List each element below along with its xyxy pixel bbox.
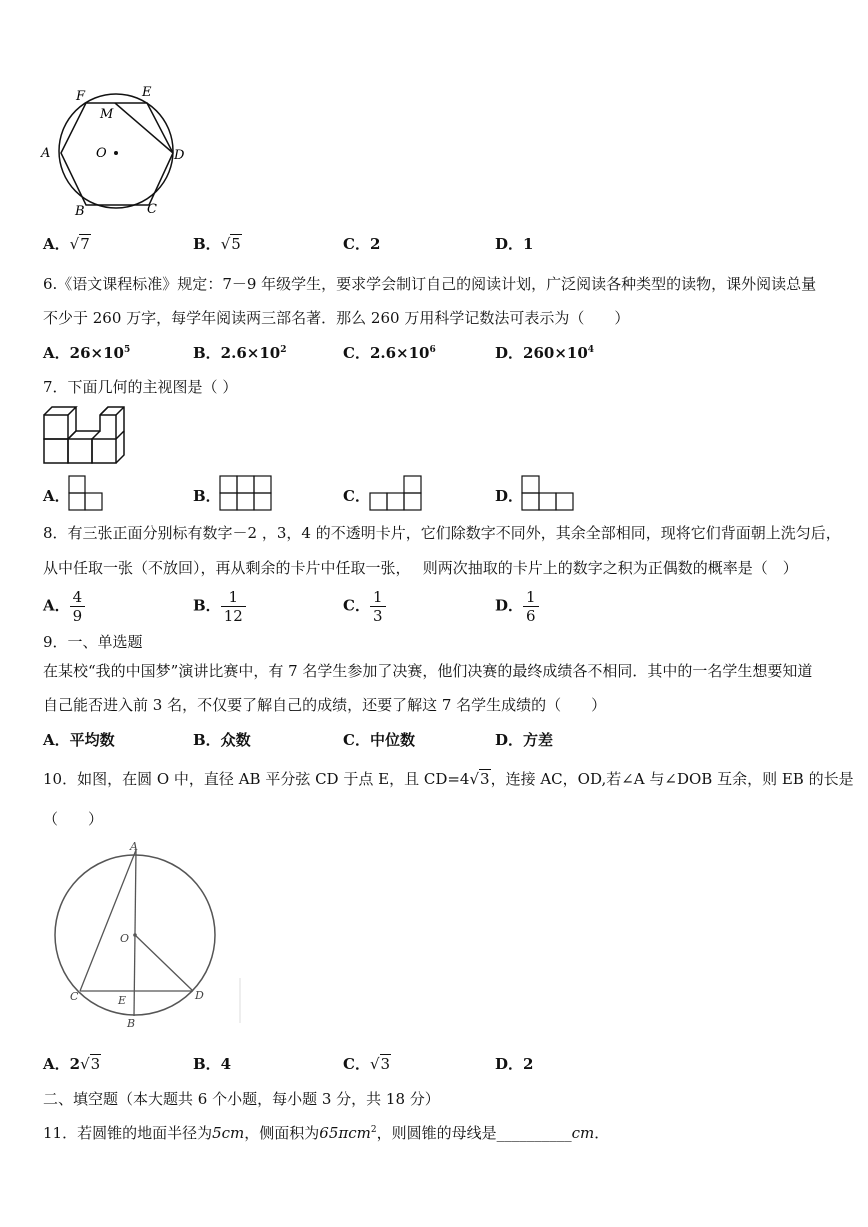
q7-option-c[interactable]: C． — [343, 487, 370, 505]
hexagon-circle-figure — [36, 84, 196, 219]
q9-line2: 自己能否进入前 3 名，不仅要了解自己的成绩，还要了解这 7 名学生成绩的（ ） — [43, 696, 607, 714]
label-d: D — [174, 148, 185, 163]
q7-option-a[interactable]: A． — [43, 487, 70, 505]
q10-line2: （ ） — [43, 810, 104, 828]
label-m: M — [100, 107, 114, 122]
label-c: C — [70, 990, 79, 1003]
q9-option-b[interactable]: B．众数 — [193, 731, 251, 749]
q6-option-c[interactable]: C．$2.6\times 10^6$ — [343, 344, 436, 362]
q7-option-b-view — [218, 474, 274, 512]
q6-option-a[interactable]: A．$26\times 10^5$ — [43, 344, 131, 362]
q7-stem: 7．下面几何的主视图是（ ） — [43, 378, 238, 396]
q7-option-a-view — [68, 474, 106, 512]
circle-chord-figure — [40, 838, 250, 1033]
q8-option-b[interactable]: B． $\frac{1}{12}$ — [193, 588, 246, 625]
label-a: A — [41, 146, 51, 161]
q11-answer-blank[interactable]: __________ — [496, 1124, 572, 1142]
q8-line1: 8．有三张正面分别标有数字－2 ，3，4 的不透明卡片，它们除数字不同外，其余全部相同，现将它们背面朝上洗匀后， — [43, 524, 841, 542]
q10-line1: 10．如图，在圆 O 中，直径 AB 平分弦 CD 于点 E，且 CD=4√3，连接 AC，OD,若∠A 与∠DOB 互余，则 EB 的长是 — [43, 770, 854, 788]
q9-option-c[interactable]: C．中位数 — [343, 731, 415, 749]
segment-ac — [80, 850, 136, 991]
q7-option-d-view — [520, 474, 576, 512]
label-b: B — [75, 204, 85, 219]
q5-option-c[interactable]: C．2 — [343, 235, 381, 253]
q9-option-d[interactable]: D．方差 — [495, 731, 554, 749]
label-f: F — [76, 89, 86, 104]
q9-option-a[interactable]: A．平均数 — [43, 731, 115, 749]
q7-option-d[interactable]: D． — [495, 487, 524, 505]
q5-option-a[interactable]: A．√7 — [43, 235, 90, 253]
q10-option-c[interactable]: C．√3 — [343, 1055, 391, 1073]
q7-option-c-view — [368, 474, 424, 512]
center-point — [114, 151, 118, 155]
label-b: B — [127, 1017, 136, 1030]
label-o: O — [96, 146, 107, 161]
q8-line2: 从中任取一张（不放回），再从剩余的卡片中任取一张， 则两次抽取的卡片上的数字之积为正偶数的概率是（ ） — [43, 559, 798, 577]
q6-option-b[interactable]: B．$2.6\times 10^2$ — [193, 344, 287, 362]
q9-heading: 9．一、单选题 — [43, 633, 143, 651]
q10-option-d[interactable]: D．2 — [495, 1055, 534, 1073]
label-e: E — [118, 994, 127, 1007]
q6-option-d[interactable]: D．$260\times 10^4$ — [495, 344, 595, 362]
label-o: O — [120, 932, 130, 945]
cube-stack-figure — [42, 405, 132, 467]
q5-option-b[interactable]: B．√5 — [193, 235, 241, 253]
segment-md — [115, 103, 173, 153]
label-a: A — [130, 840, 138, 853]
segment-od — [135, 935, 193, 991]
q5-option-d[interactable]: D．1 — [495, 235, 534, 253]
q8-option-d[interactable]: D． $\frac{1}{6}$ — [495, 588, 539, 625]
section2-heading: 二、填空题（本大题共 6 个小题，每小题 3 分，共 18 分） — [43, 1090, 440, 1108]
q6-line1: 6.《语文课程标准》规定：7－9 年级学生，要求学会制订自己的阅读计划，广泛阅读各种类型的读物，课外阅读总量 — [43, 275, 817, 293]
q7-option-b[interactable]: B． — [193, 487, 221, 505]
q10-option-b[interactable]: B．4 — [193, 1055, 232, 1073]
label-d: D — [195, 989, 204, 1002]
label-c: C — [147, 202, 157, 217]
q10-option-a[interactable]: A．2√3 — [43, 1055, 101, 1073]
q6-line2: 不少于 260 万字，每学年阅读两三部名著．那么 260 万用科学记数法可表示为（ ） — [43, 309, 630, 327]
q8-option-c[interactable]: C． $\frac{1}{3}$ — [343, 588, 386, 625]
q9-line1: 在某校“我的中国梦”演讲比赛中，有 7 名学生参加了决赛，他们决赛的最终成绩各不相同．其中的一名学生想要知道 — [43, 662, 813, 680]
label-e: E — [142, 85, 152, 100]
center-point — [133, 933, 137, 937]
q11-line: 11．若圆锥的地面半径为5cm，侧面积为65πcm$^2$，则圆锥的母线是__________cm． — [43, 1124, 610, 1142]
q8-option-a[interactable]: A． $\frac{4}{9}$ — [43, 588, 85, 625]
